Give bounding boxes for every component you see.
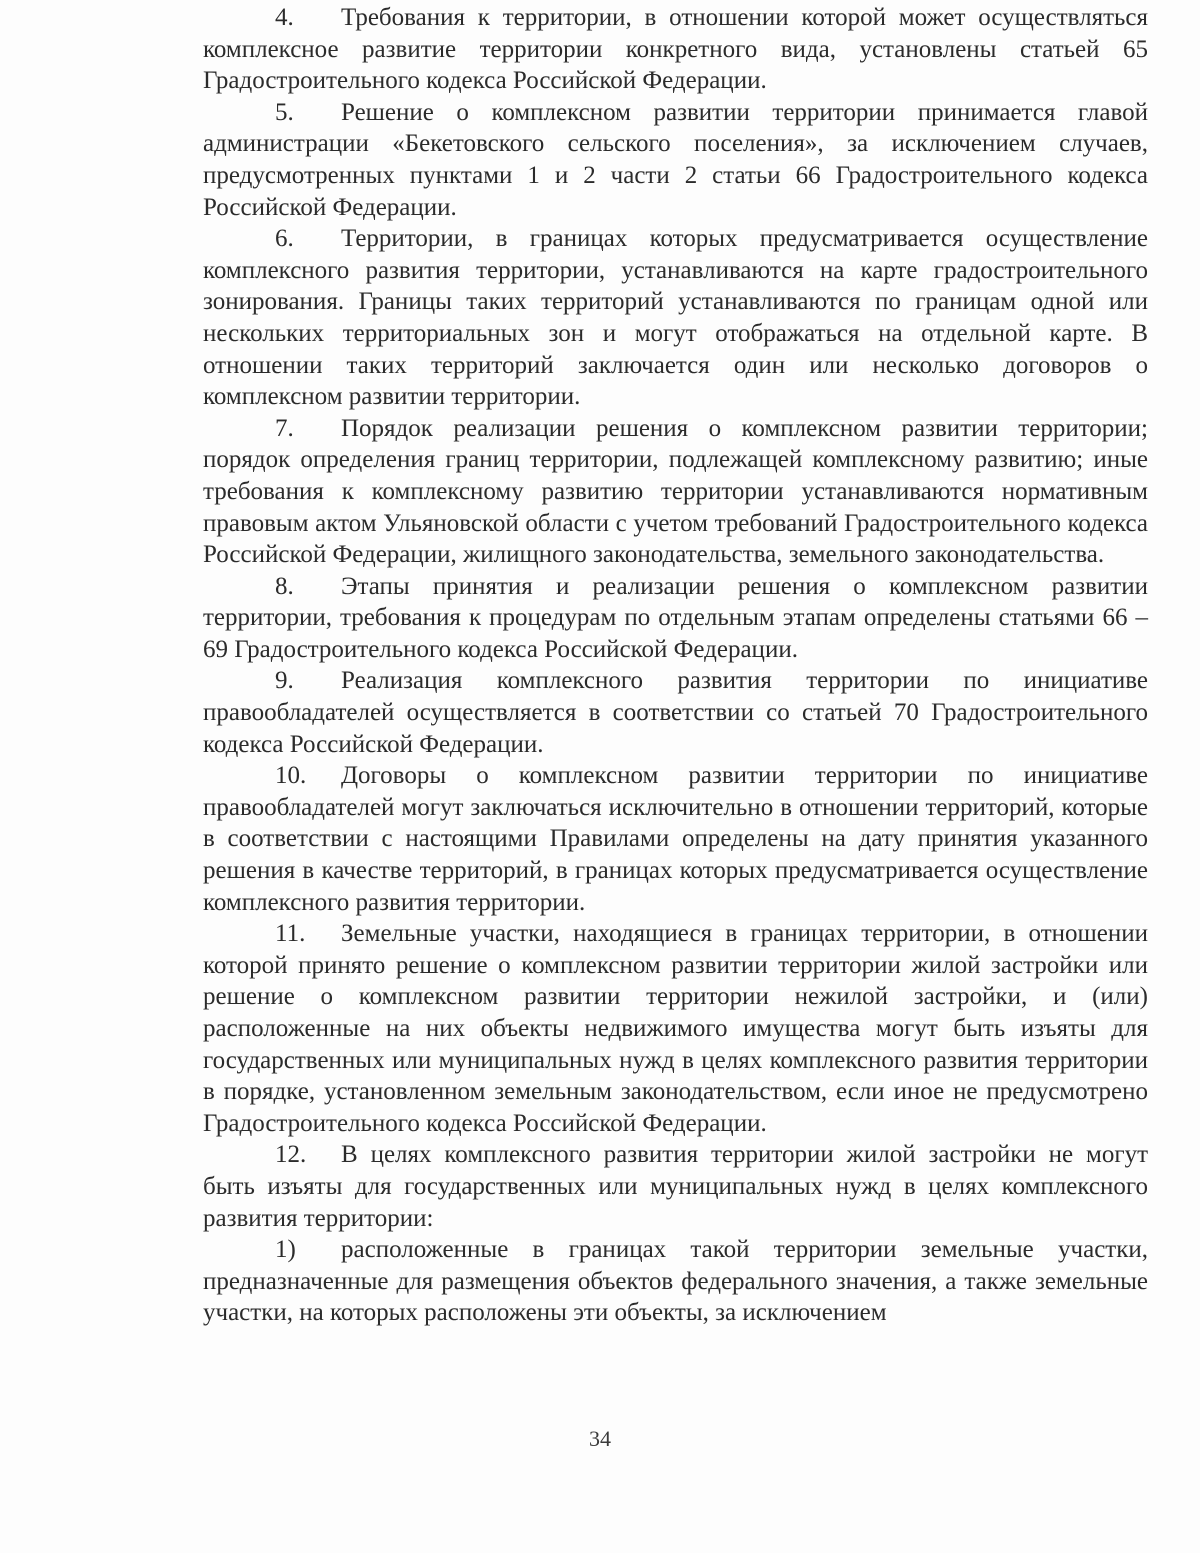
paragraph-5 (203, 97, 1148, 223)
paragraph-12 (203, 1139, 1148, 1234)
subitem-text: расположенные в границах такой территории земельные участки, предназначенные для размещения объектов федерального значения, а также земельные участки, на которых расположены эти объекты, за исключением (203, 1236, 1148, 1327)
paragraph-text: Решение о комплексном развитии территории принимается главой администрации «Бекетовского сельского поселения», за исключением случаев, предусмотренных пунктами 1 и 2 части 2 статьи 66 Градостроительного кодекса Российской Федерации. (203, 98, 1148, 221)
paragraph-text: Договоры о комплексном развитии территории по инициативе правообладателей могут заключаться исключительно в отношении территорий, которые в соответствии с настоящими Правилами определены на дату принятия указанного решения в качестве территорий, в границах которых предусматривается осуществление комплексного развития территории. (203, 762, 1148, 916)
paragraph-text: Порядок реализации решения о комплексном развитии территории; порядок определения границ территории, подлежащей комплексному развитию; иные требования к комплексному развитию территории устанавливаются нормативным правовым актом Ульяновской области с учетом требований Градостроительного кодекса Российской Федерации, жилищного законодательства, земельного законодательства. (203, 414, 1148, 569)
paragraph-11 (203, 918, 1148, 1139)
subitem-1 (203, 1234, 1148, 1329)
paragraph-9 (203, 665, 1148, 760)
paragraph-number: 7. (275, 414, 294, 442)
subitem-number: 1) (275, 1236, 296, 1264)
paragraph-number: 5. (275, 98, 294, 126)
paragraph-8 (203, 571, 1148, 666)
paragraph-number: 12. (275, 1141, 307, 1169)
paragraph-text: Этапы принятия и реализации решения о комплексном развитии территории, требования к процедурам по отдельным этапам определены статьями 66 – 69 Градостроительного кодекса Российской Федерации. (203, 572, 1148, 663)
paragraph-10 (203, 760, 1148, 918)
paragraph-text: В целях комплексного развития территории жилой застройки не могут быть изъяты для государственных или муниципальных нужд в целях комплексного развития территории: (203, 1141, 1148, 1232)
paragraph-number: 10. (275, 762, 307, 790)
paragraph-7 (203, 413, 1148, 571)
paragraph-text: Территории, в границах которых предусматривается осуществление комплексного развития территории, устанавливаются на карте градостроительного зонирования. Границы таких территорий устанавливаются по границам одной или нескольких территориальных зон и могут отображаться на отдельной карте. В отношении таких территорий заключается один или несколько договоров о комплексном развитии территории. (203, 225, 1148, 411)
document-body (203, 2, 1148, 1329)
paragraph-number: 11. (275, 920, 306, 948)
paragraph-number: 6. (275, 225, 294, 253)
paragraph-number: 4. (275, 4, 294, 31)
paragraph-number: 8. (275, 572, 294, 600)
paragraph-text: Земельные участки, находящиеся в границах территории, в отношении которой принято решение о комплексном развитии территории жилой застройки или решение о комплексном развитии территории нежилой застройки, и (или) расположенные на них объекты недвижимого имущества могут быть изъяты для государственных или муниципальных нужд в целях комплексного развития территории в порядке, установленном земельным законодательством, если иное не предусмотрено Градостроительного кодекса Российской Федерации. (203, 920, 1148, 1137)
paragraph-6 (203, 223, 1148, 413)
paragraph-text: Реализация комплексного развития территории по инициативе правообладателей осуществляется в соответствии со статьей 70 Градостроительного кодекса Российской Федерации. (203, 667, 1148, 758)
paragraph-text: Требования к территории, в отношении которой может осуществляться комплексное развитие территории конкретного вида, установлены статьей 65 Градостроительного кодекса Российской Федерации. (203, 4, 1148, 95)
page-number: 34 (589, 1426, 611, 1451)
paragraph-number: 9. (275, 667, 294, 695)
paragraph-4 (203, 2, 1148, 97)
